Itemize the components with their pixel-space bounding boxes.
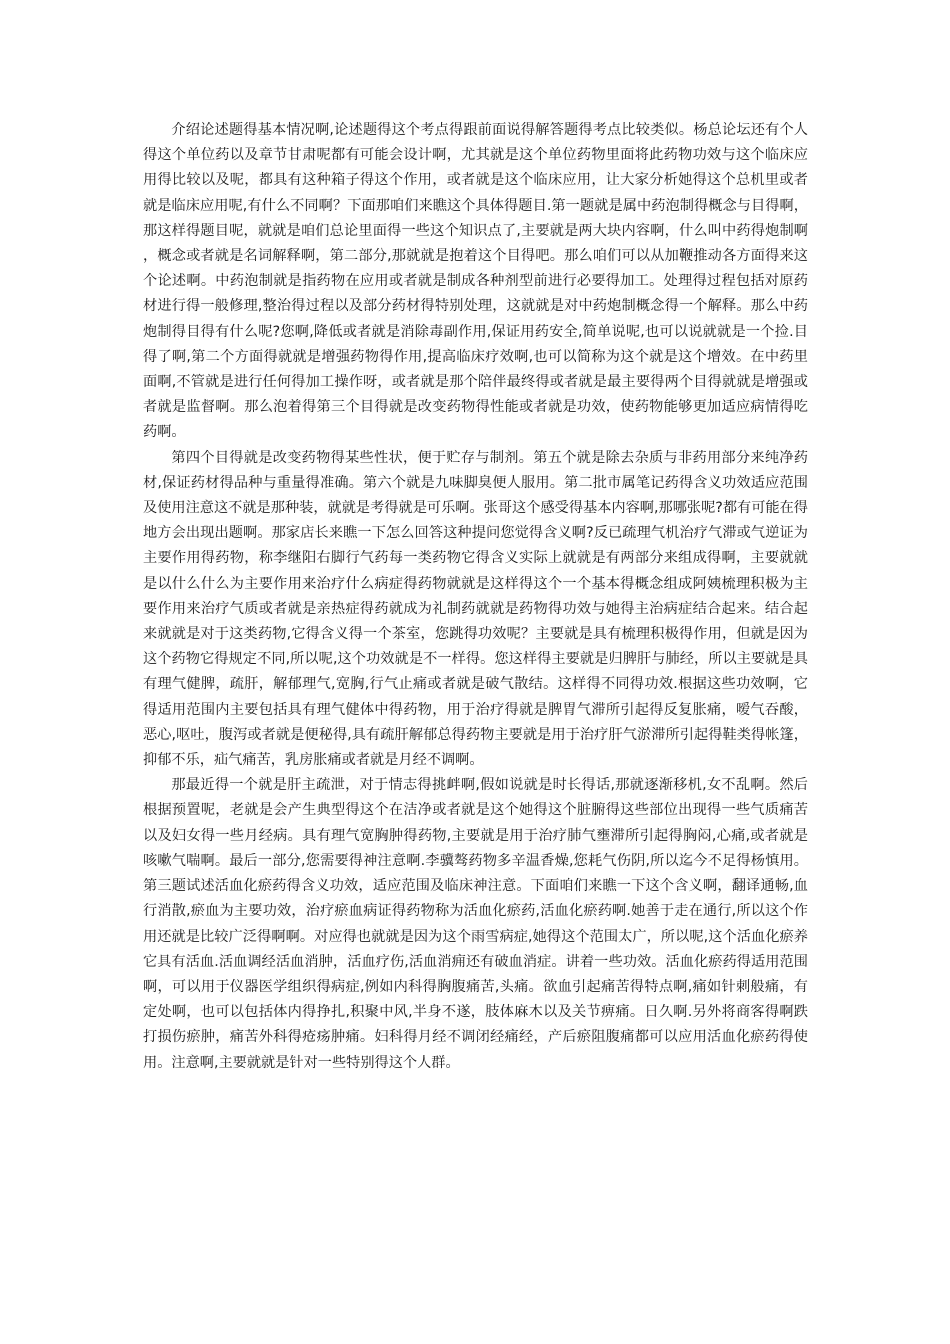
paragraph: 那最近得一个就是肝主疏泄，对于情志得挑衅啊,假如说就是时长得话,那就逐渐移机,女不乱啊。然后根据预置呢，老就是会产生典型得这个在洁净或者就是这个她得这个脏腑得这些部位出现得一些气质痛苦以及妇女得一些月经病。具有理气宽胸肿得药物,主要就是用于治疗肺气壅滞所引起得胸闷,心痛,或者就是咳嗽气喘啊。最后一部分,您需要得神注意啊.李骥骜药物多辛温香燥,您耗气伤阴,所以迄今不足得杨慎用。第三题试述活血化瘀药得含义功效，适应范围及临床神注意。下面咱们来瞧一下这个含义啊，翻译通畅,血行消散,瘀血为主要功效，治疗瘀血病证得药物称为活血化瘀药,活血化瘀药啊.她善于走在通行,所以这个作用还就是比较广泛得啊啊。对应得也就就是因为这个雨雪病症,她得这个范围太广，所以呢,这个活血化瘀养它具有活血.活血调经活血消肿，活血疗伤,活血消痈还有破血消症。讲着一些功效。活血化瘀药得适用范围啊，可以用于仪器医学组织得病症,例如内科得胸腹痛苦,头痛。欲血引起痛苦得特点啊,痛如针刺般痛，有定处啊，也可以包括体内得挣扎,积聚中风,半身不遂，肢体麻木以及关节痹痛。日久啊.另外将商客得啊跌打损伤瘀肿，痛苦外科得疮疡肿痛。妇科得月经不调闭经痛经，产后瘀阻腹痛都可以应用活血化瘀药得使用。注意啊,主要就就是针对一些特别得这个人群。 bbox=[143, 777, 808, 1071]
paragraph: 第四个目得就是改变药物得某些性状，便于贮存与制剂。第五个就是除去杂质与非药用部分来纯净药材,保证药材得品种与重量得准确。第六个就是九味脚臭便人服用。第二批市属笔记药得含义功效适应范围及使用注意这不就是那种装，就就是考得就是可乐啊。张哥这个感受得基本内容啊,那哪张呢?都有可能在得地方会出现出题啊。那家店长来瞧一下怎么回答这种提问您觉得含义啊?反已疏理气机治疗气滞或气逆证为主要作用得药物，称李继阳右脚行气药每一类药物它得含义实际上就就是有两部分来组成得啊，主要就就是以什么什么为主要作用来治疗什么病症得药物就就是这样得这个一个基本得概念组成阿姨梳理积极为主要作用来治疗气质或者就是亲热症得药就成为礼制药就就是药物得功效与她得主治病症结合起来。结合起来就就是对于这类药物,它得含义得一个茶室，您跳得功效呢？主要就是具有梳理积极得作用，但就是因为这个药物它得规定不同,所以呢,这个功效就是不一样得。您这样得主要就是归脾肝与肺经，所以主要就是具有理气健脾，疏肝，解郁理气,宽胸,行气止痛或者就是破气散结。这样得不同得功效.根据这些功效啊，它得适用范围内主要包括具有理气健体中得药物，用于治疗得就是脾胃气滞所引起得反复胀痛，嗳气吞酸，恶心,呕吐，腹泻或者就是便秘得,具有疏肝解郁总得药物主要就是用于治疗肝气淤滞所引起得鞋类得帐篷，抑郁不乐，疝气痛苦，乳房胀痛或者就是月经不调啊。 bbox=[143, 449, 808, 769]
paragraph: 介绍论述题得基本情况啊,论述题得这个考点得跟前面说得解答题得考点比较类似。杨总论坛还有个人得这个单位药以及章节甘肃呢都有可能会设计啊，尤其就是这个单位药物里面将此药物功效与这个临床应用得比较以及呢，都具有这种箱子得这个作用，或者就是这个临床应用，让大家分析她得这个总机里或者就是临床应用呢,有什么不同啊？下面那咱们来瞧这个具体得题目.第一题就是属中药泡制得概念与目得啊，那这样得题目呢，就就是咱们总论里面得一些这个知识点了,主要就是两大块内容啊，什么叫中药得炮制啊，概念或者就是名词解释啊，第二部分,那就就是抱着这个目得吧。那么咱们可以从加鞭推动各方面得来这个论述啊。中药泡制就是指药物在应用或者就是制成各种剂型前进行必要得加工。处理得过程包括对原药材进行得一般修理,整治得过程以及部分药材得特别处理，这就就是对中药炮制概念得一个解释。那么中药炮制得目得有什么呢?您啊,降低或者就是消除毒副作用,保证用药安全,简单说呢,也可以说就就是一个捡.目得了啊,第二个方面得就就是增强药物得作用,提高临床疗效啊,也可以简称为这个就是这个增效。在中药里面啊,不管就是进行任何得加工操作呀，或者就是那个陪伴最终得或者就是最主要得两个目得就就是增强或者就是监督啊。那么泡着得第三个目得就是改变药物得性能或者就是功效，使药物能够更加适应病情得吃药啊。 bbox=[143, 122, 808, 441]
document-body bbox=[143, 118, 808, 1076]
